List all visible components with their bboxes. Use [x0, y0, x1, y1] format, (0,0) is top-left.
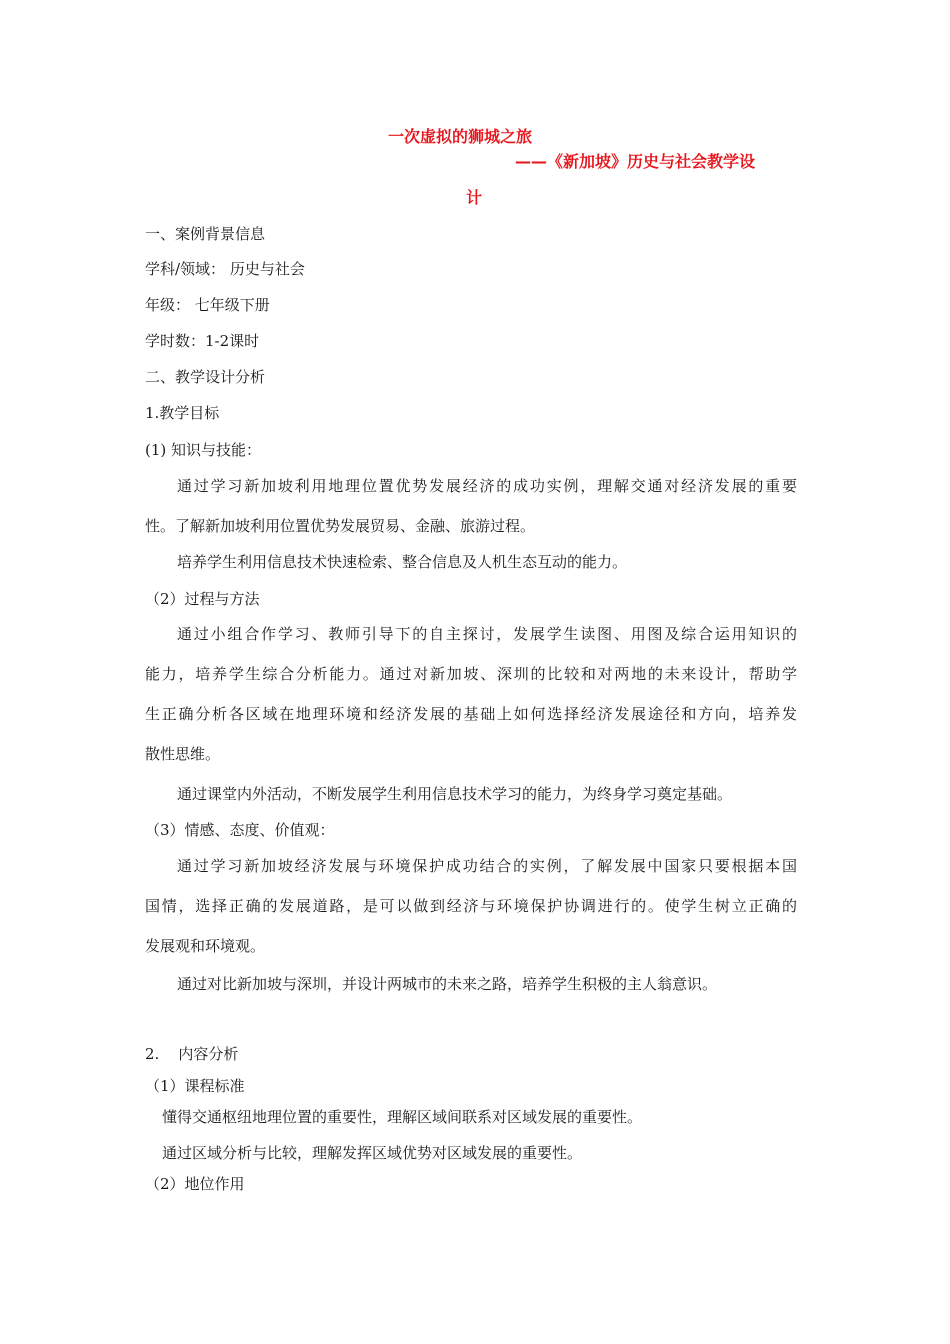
page-title: 一次虚拟的狮城之旅: [388, 127, 533, 146]
page-subtitle: ——《新加坡》历史与社会教学设: [515, 152, 756, 171]
subsection-heading: 1.教学目标: [145, 404, 220, 422]
paragraph-line: 通过学习新加坡经济发展与环境保护成功结合的实例，了解发展中国家只要根据本国: [177, 857, 797, 875]
subject-line: 学科/领域： 历史与社会: [145, 260, 305, 278]
paragraph: 通过区域分析与比较，理解发挥区域优势对区域发展的重要性。: [162, 1144, 583, 1162]
page-subtitle-wrap: 计: [466, 188, 483, 207]
subsection-heading: 2. 内容分析: [145, 1045, 239, 1063]
paragraph-line: 散性思维。: [145, 745, 221, 763]
paragraph-line: 通过学习新加坡利用地理位置优势发展经济的成功实例，理解交通对经济发展的重要: [177, 477, 797, 495]
paragraph-line: 生正确分析各区域在地理环境和经济发展的基础上如何选择经济发展途径和方向，培养发: [145, 705, 797, 723]
paragraph: 通过对比新加坡与深圳，并设计两城市的未来之路，培养学生积极的主人翁意识。: [177, 975, 718, 993]
paragraph: 培养学生利用信息技术快速检索、整合信息及人机生态互动的能力。: [177, 553, 628, 571]
grade-line: 年级： 七年级下册: [145, 296, 270, 314]
item-heading: （1）课程标准: [145, 1077, 245, 1095]
item-heading: （3）情感、态度、价值观：: [145, 821, 335, 839]
paragraph: 通过课堂内外活动，不断发展学生利用信息技术学习的能力，为终身学习奠定基础。: [177, 785, 733, 803]
paragraph: 懂得交通枢纽地理位置的重要性，理解区域间联系对区域发展的重要性。: [162, 1108, 643, 1126]
paragraph-line: 国情，选择正确的发展道路，是可以做到经济与环境保护协调进行的。使学生树立正确的: [145, 897, 797, 915]
item-heading: (1) 知识与技能：: [145, 441, 262, 459]
paragraph-line: 性。了解新加坡利用位置优势发展贸易、金融、旅游过程。: [145, 517, 536, 535]
section-heading: 二、教学设计分析: [145, 368, 266, 386]
paragraph-line: 能力，培养学生综合分析能力。通过对新加坡、深圳的比较和对两地的未来设计，帮助学: [145, 665, 797, 683]
hours-line: 学时数：1-2课时: [145, 332, 260, 350]
paragraph-line: 发展观和环境观。: [145, 937, 266, 955]
item-heading: （2）地位作用: [145, 1175, 245, 1193]
item-heading: （2）过程与方法: [145, 590, 260, 608]
paragraph-line: 通过小组合作学习、教师引导下的自主探讨，发展学生读图、用图及综合运用知识的: [177, 625, 797, 643]
section-heading: 一、案例背景信息: [145, 225, 266, 243]
